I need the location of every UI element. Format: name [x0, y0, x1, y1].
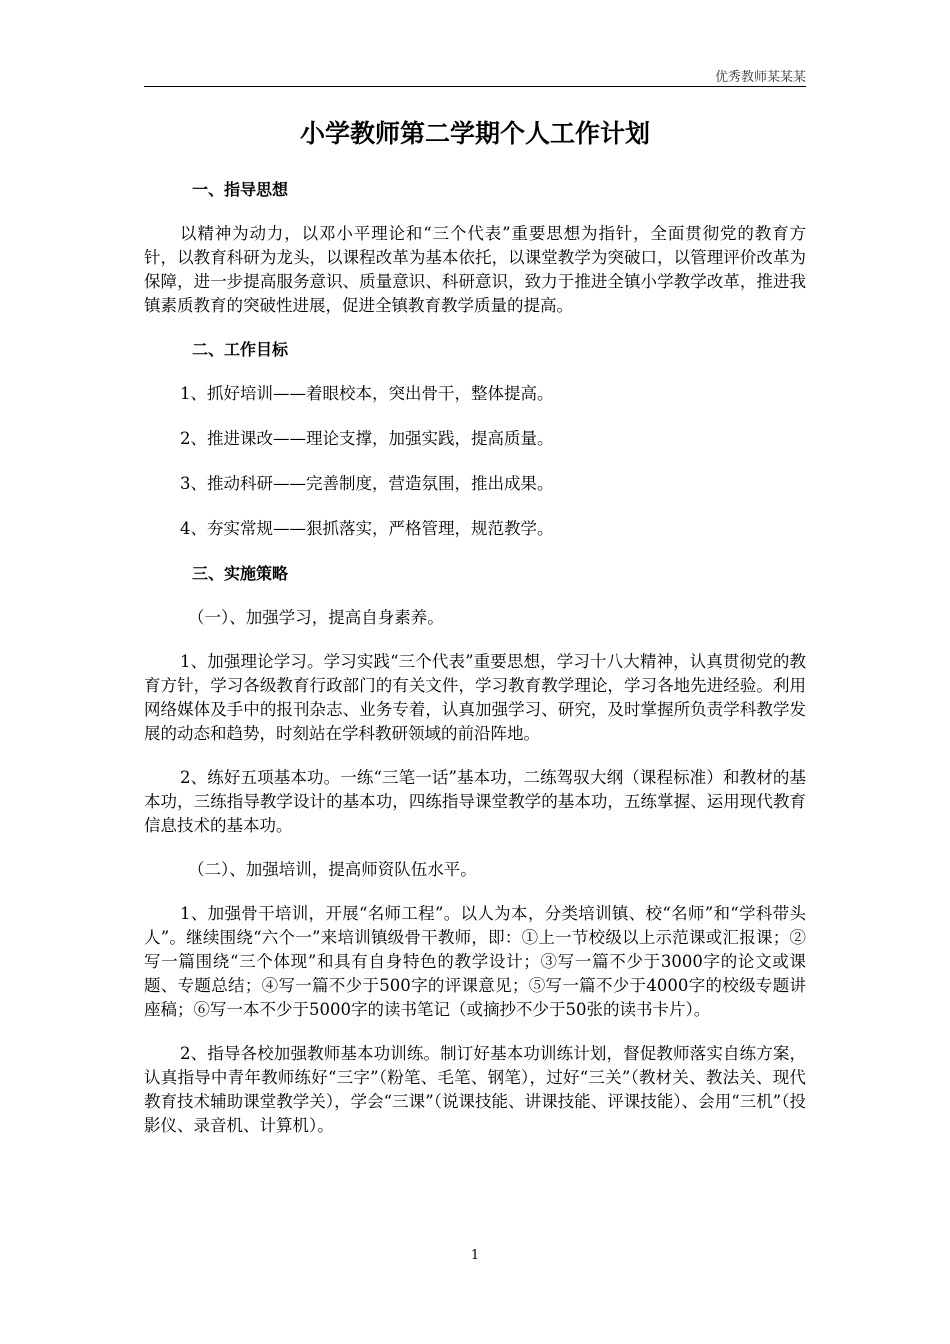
paragraph-backbone-training: 1、加强骨干培训，开展“名师工程”。以人为本，分类培训镇、校“名师”和“学科带头人”。继续围绕“六个一”来培训镇级骨干教师，即：①上一节校级以上示范课或汇报课；②写一篇围绕“三个体现”和具有自身特色的教学设计；③写一篇不少于3000字的论文或课题、专题总结；④写一篇不少于500字的评课意见；⑤写一篇不少于4000字的校级专题讲座稿；⑥写一本不少于5000字的读书笔记（或摘抄不少于50张的读书卡片）。: [144, 904, 806, 1019]
paragraph-teacher-skills-training: 2、指导各校加强教师基本功训练。制订好基本功训练计划，督促教师落实自练方案，认真指导中青年教师练好“三字”（粉笔、毛笔、钢笔），过好“三关”（教材关、教法关、现代教育技术辅助课堂教学关），学会“三课”（说课技能、讲课技能、评课技能）、会用“三机”（投影仪、录音机、计算机）。: [144, 1044, 806, 1135]
goal-item: 3、推动科研——完善制度，营造氛围，推出成果。: [180, 474, 554, 493]
paragraph-guiding-ideology: 以精神为动力，以邓小平理论和“三个代表”重要思想为指针，全面贯彻党的教育方针，以教育科研为龙头，以课程改革为基本依托，以课堂教学为突破口，以管理评价改革为保障，进一步提高服务意识、质量意识、科研意识，致力于推进全镇小学教学改革，推进我镇素质教育的突破性进展，促进全镇教育教学质量的提高。: [144, 224, 806, 315]
section-heading-guiding-ideology: 一、指导思想: [192, 180, 289, 199]
section-heading-work-goals: 二、工作目标: [192, 340, 289, 359]
page-number: 1: [470, 1248, 480, 1263]
paragraph-theory-study: 1、加强理论学习。学习实践“三个代表”重要思想，学习十八大精神，认真贯彻党的教育方针，学习各级教育行政部门的有关文件，学习教育教学理论，学习各地先进经验。利用网络媒体及手中的报刊杂志、业务专着，认真加强学习、研究，及时掌握所负责学科教学发展的动态和趋势，时刻站在学科教研领域的前沿阵地。: [144, 652, 806, 743]
subsection-heading-learning: （一）、加强学习，提高自身素养。: [188, 608, 444, 627]
goal-item: 4、夯实常规——狠抓落实，严格管理，规范教学。: [180, 519, 554, 538]
document-body: [144, 114, 806, 1158]
paragraph-basic-skills: 2、练好五项基本功。一练“三笔一话”基本功，二练驾驭大纲（课程标准）和教材的基本功，三练指导教学设计的基本功，四练指导课堂教学的基本功，五练掌握、运用现代教育信息技术的基本功。: [144, 768, 806, 835]
page-header: 优秀教师某某某: [714, 70, 806, 85]
subsection-heading-training: （二）、加强培训，提高师资队伍水平。: [188, 860, 477, 879]
goal-item: 1、抓好培训——着眼校本，突出骨干，整体提高。: [180, 384, 554, 403]
goal-item: 2、推进课改——理论支撑，加强实践，提高质量。: [180, 429, 554, 448]
document-title: 小学教师第二学期个人工作计划: [299, 119, 650, 148]
section-heading-strategies: 三、实施策略: [192, 564, 289, 583]
header-rule: [144, 86, 806, 87]
